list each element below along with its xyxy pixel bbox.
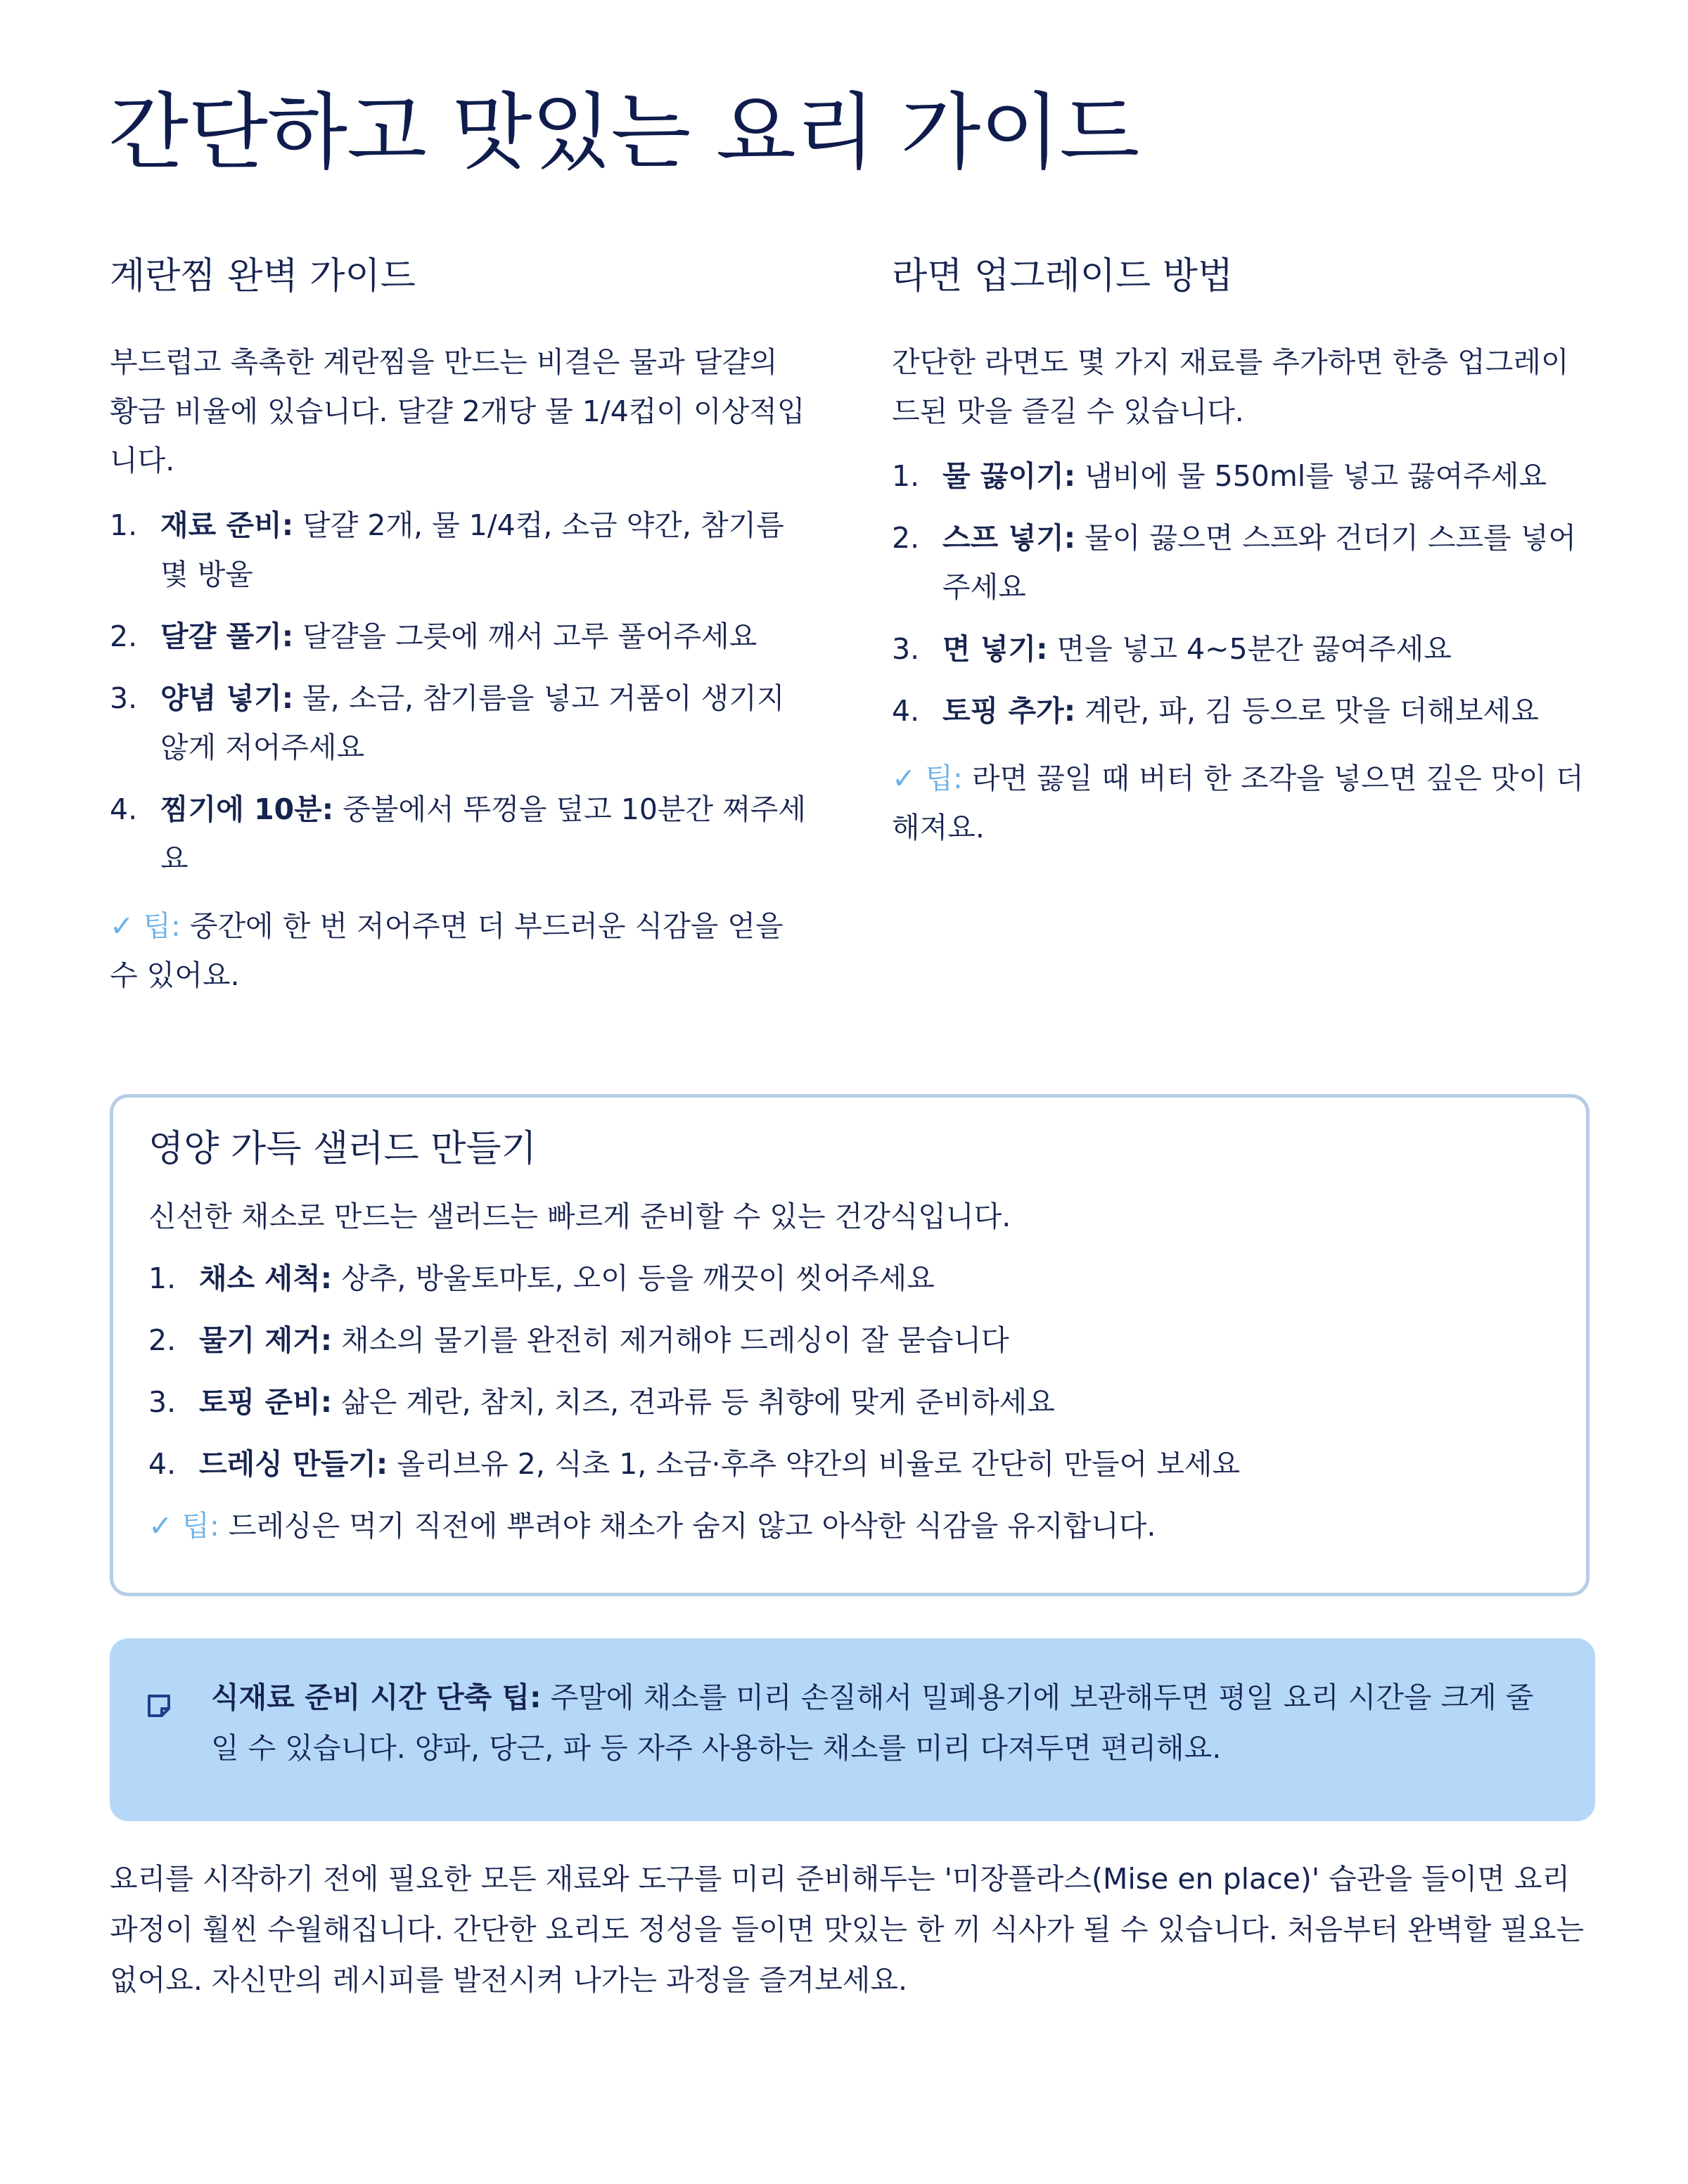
step-label: 토핑 준비:	[199, 1385, 333, 1419]
step-number: 3.	[892, 631, 920, 666]
step-text: 중불에서 뚜껑을 덮고 10분간 쪄주세요	[160, 792, 806, 875]
step-number: 2.	[110, 619, 138, 653]
salad-steps	[148, 1254, 1586, 1489]
page-title: 간단하고 맛있는 요리 가이드	[108, 84, 1139, 181]
egg-section	[110, 253, 814, 1000]
step-label: 드레싱 만들기:	[199, 1446, 388, 1481]
list-item	[892, 686, 1597, 736]
step-text: 삶은 계란, 참치, 치즈, 견과류 등 취향에 맞게 준비하세요	[332, 1385, 1055, 1419]
step-number: 1.	[110, 508, 138, 542]
list-item	[892, 513, 1597, 612]
list-item	[148, 1316, 1586, 1365]
egg-steps	[110, 501, 814, 883]
list-item	[110, 674, 814, 772]
ramen-tip	[892, 754, 1597, 852]
list-item	[110, 612, 814, 661]
ramen-heading: 라면 업그레이드 방법	[892, 255, 1234, 297]
ramen-section	[892, 253, 1597, 852]
step-label: 스프 넣기:	[942, 520, 1076, 555]
callout-text: 주말에 채소를 미리 손질해서 밀폐용기에 보관해두면 평일 요리 시간을 크게 줄일 수 있습니다. 양파, 당근, 파 등 자주 사용하는 채소를 미리 다져두면 편리해요.	[211, 1681, 1534, 1765]
step-text: 물, 소금, 참기름을 넣고 거품이 생기지 않게 저어주세요	[160, 681, 785, 764]
ramen-intro: 간단한 라면도 몇 가지 재료를 추가하면 한층 업그레이드된 맛을 즐길 수 있습니다.	[892, 345, 1569, 428]
list-item	[148, 1377, 1586, 1427]
salad-heading: 영양 가득 샐러드 만들기	[148, 1128, 537, 1170]
step-number: 2.	[148, 1323, 177, 1357]
list-item	[110, 785, 814, 883]
step-text: 채소의 물기를 완전히 제거해야 드레싱이 잘 묻습니다	[332, 1323, 1009, 1357]
step-label: 물 끓이기:	[942, 458, 1076, 493]
list-item	[148, 1254, 1586, 1303]
step-label: 찜기에 10분:	[160, 792, 334, 826]
ramen-steps	[892, 451, 1597, 736]
step-label: 양념 넣기:	[160, 681, 294, 715]
closing-paragraph: 요리를 시작하기 전에 필요한 모든 재료와 도구를 미리 준비해두는 '미장플라스(Mise en place)' 습관을 들이면 요리 과정이 훨씬 수월해집니다. 간단한 요리도 정성을 들이면 맛있는 한 끼 식사가 될 수 있습니다. 처음부터 완벽할 필요는 없어요. 자신만의 레시피를 발전시켜 나가는 과정을 즐겨보세요.	[110, 1862, 1585, 1997]
step-number: 3.	[148, 1385, 177, 1419]
callout-label: 식재료 준비 시간 단축 팁:	[211, 1681, 542, 1714]
salad-tip	[148, 1501, 1586, 1550]
list-item	[110, 501, 814, 599]
list-item	[148, 1439, 1586, 1489]
salad-section	[110, 1094, 1590, 1596]
step-label: 달걀 풀기:	[160, 619, 294, 653]
list-item	[892, 624, 1597, 674]
step-label: 재료 준비:	[160, 508, 294, 542]
step-label: 토핑 추가:	[942, 693, 1076, 728]
tip-label: ✓ 팁:	[892, 761, 963, 795]
salad-intro: 신선한 채소로 만드는 샐러드는 빠르게 준비할 수 있는 건강식입니다.	[148, 1199, 1011, 1233]
step-text: 달걀을 그릇에 깨서 고루 풀어주세요	[293, 619, 757, 653]
list-item	[892, 451, 1597, 501]
tip-text: 드레싱은 먹기 직전에 뿌려야 채소가 숨지 않고 아삭한 식감을 유지합니다.	[219, 1508, 1156, 1543]
step-text: 물이 끓으면 스프와 건더기 스프를 넣어주세요	[942, 520, 1576, 604]
note-icon	[145, 1685, 173, 1713]
step-text: 면을 넣고 4~5분간 끓여주세요	[1047, 631, 1452, 666]
step-number: 1.	[148, 1261, 177, 1295]
tip-text: 라면 끓일 때 버터 한 조각을 넣으면 깊은 맛이 더해져요.	[892, 761, 1584, 844]
step-number: 4.	[148, 1446, 177, 1481]
step-number: 2.	[892, 520, 920, 555]
step-label: 면 넣기:	[942, 631, 1048, 666]
step-text: 상추, 방울토마토, 오이 등을 깨끗이 씻어주세요	[332, 1261, 935, 1295]
tip-text: 중간에 한 번 저어주면 더 부드러운 식감을 얻을 수 있어요.	[110, 908, 784, 992]
step-text: 달걀 2개, 물 1/4컵, 소금 약간, 참기름 몇 방울	[160, 508, 784, 591]
egg-intro: 부드럽고 촉촉한 계란찜을 만드는 비결은 물과 달걀의 황금 비율에 있습니다. 달걀 2개당 물 1/4컵이 이상적입니다.	[110, 345, 805, 477]
step-number: 3.	[110, 681, 138, 715]
step-label: 채소 세척:	[199, 1261, 333, 1295]
egg-tip	[110, 901, 814, 1000]
step-text: 냄비에 물 550ml를 넣고 끓여주세요	[1075, 458, 1547, 493]
tip-label: ✓ 팁:	[148, 1508, 219, 1543]
step-number: 4.	[892, 693, 920, 728]
step-text: 올리브유 2, 식초 1, 소금·후추 약간의 비율로 간단히 만들어 보세요	[388, 1446, 1241, 1481]
step-label: 물기 제거:	[199, 1323, 333, 1357]
step-text: 계란, 파, 김 등으로 맛을 더해보세요	[1075, 693, 1539, 728]
egg-heading: 계란찜 완벽 가이드	[110, 255, 416, 297]
tip-label: ✓ 팁:	[110, 908, 181, 943]
step-number: 4.	[110, 792, 138, 826]
step-number: 1.	[892, 458, 920, 493]
prep-tip-callout	[110, 1638, 1595, 1821]
